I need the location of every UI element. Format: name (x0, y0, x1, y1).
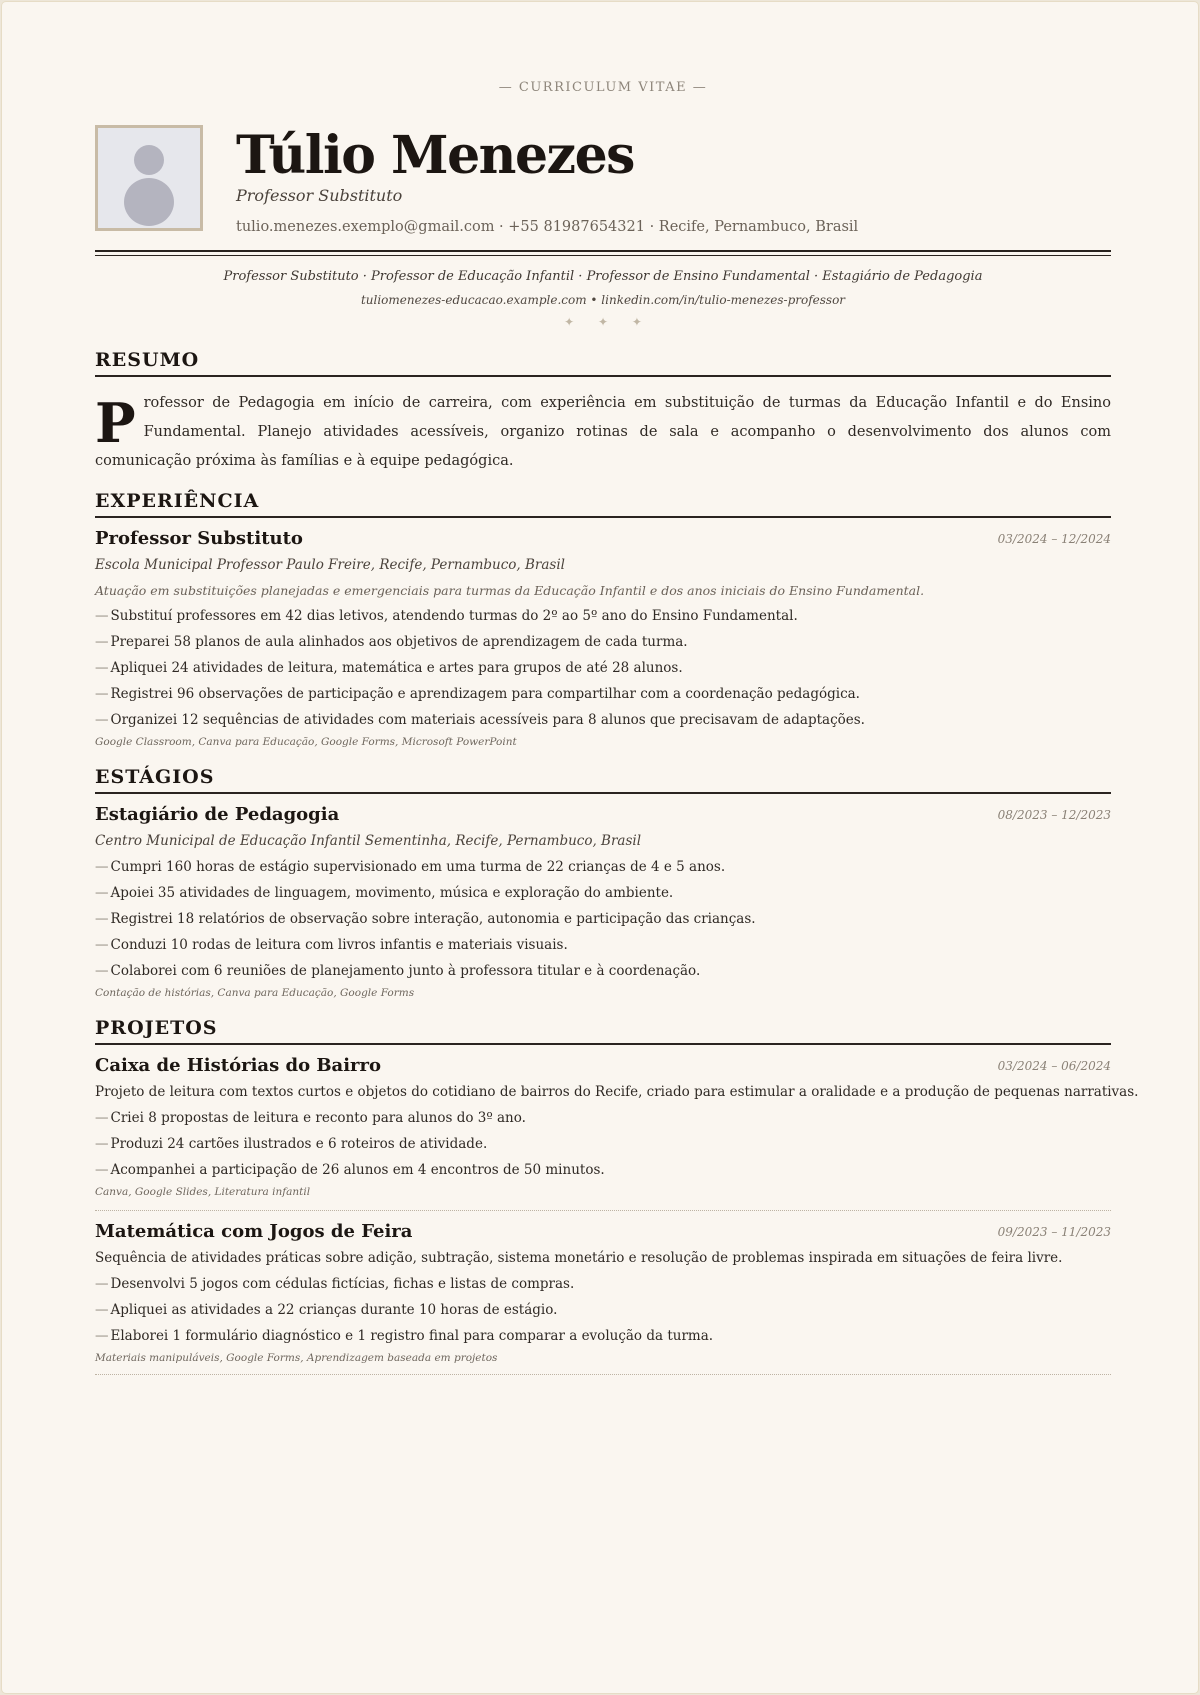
links-line[interactable]: tuliomenezes-educacao.example.com • linkedin.com/in/tulio-menezes-professor (360, 293, 846, 307)
candidate-name: Túlio Menezes (236, 125, 634, 186)
cv-label: — CURRICULUM VITAE — (498, 80, 708, 95)
list-item: — Substituí professores em 42 dias letivos, atendendo turmas do 2º ao 5º ano do Ensino Fundamental. (95, 603, 1111, 629)
list-item: — Cumpri 160 horas de estágio supervisionado em uma turma de 22 crianças de 4 e 5 anos. (95, 854, 1111, 880)
list-item: — Acompanhei a participação de 26 alunos em 4 encontros de 50 minutos. (95, 1157, 1111, 1183)
project-description: Projeto de leitura com textos curtos e objetos do cotidiano de bairros do Recife, criado para estimular a oralidade e a produção de pequenas narrativas. (95, 1084, 1139, 1100)
internship-entry (95, 804, 1111, 999)
avatar (95, 125, 203, 231)
entry-tags: Contação de histórias, Canva para Educação, Google Forms (95, 987, 415, 999)
experience-section (95, 490, 1111, 748)
header-divider (95, 250, 1111, 256)
list-item: — Registrei 18 relatórios de observação sobre interação, autonomia e participação das crianças. (95, 906, 1111, 932)
section-title-summary: RESUMO (95, 349, 1111, 377)
summary-body: rofessor de Pedagogia em início de carreira, com experiência em substituição de turmas da Educação Infantil e do Ensino Fundamental. Planejo atividades acessíveis, organizo rotinas de sala e acompanho o desenvolvimento dos alunos com comunicação próxima às famílias e à equipe pedagógica. (95, 395, 1111, 469)
list-item: — Produzi 24 cartões ilustrados e 6 roteiros de atividade. (95, 1131, 1111, 1157)
entry-organization: Centro Municipal de Educação Infantil Sementinha, Recife, Pernambuco, Brasil (95, 833, 642, 849)
entry-organization: Escola Municipal Professor Paulo Freire, Recife, Pernambuco, Brasil (95, 557, 565, 573)
entry-header (95, 528, 1111, 552)
entry-header (95, 1055, 1111, 1079)
drop-cap: P (95, 391, 136, 455)
project-entry (95, 1055, 1139, 1211)
entry-header (95, 1221, 1111, 1245)
list-item: — Apoiei 35 atividades de linguagem, movimento, música e exploração do ambiente. (95, 880, 1111, 906)
experience-entry (95, 528, 1111, 748)
roles-line: Professor Substituto · Professor de Educação Infantil · Professor de Ensino Fundamental · Estagiário de Pedagogia (223, 269, 983, 284)
section-title-experience: EXPERIÊNCIA (95, 490, 1111, 518)
entry-bullets (95, 1271, 1111, 1349)
list-item: — Criei 8 propostas de leitura e reconto para alunos do 3º ano. (95, 1105, 1111, 1131)
section-title-projects: PROJETOS (95, 1017, 1111, 1045)
list-item: — Colaborei com 6 reuniões de planejamento junto à professora titular e à coordenação. (95, 958, 1111, 984)
internships-section (95, 766, 1111, 999)
job-title: Professor Substituto (236, 186, 403, 205)
list-item: — Desenvolvi 5 jogos com cédulas fictícias, fichas e listas de compras. (95, 1271, 1111, 1297)
project-description: Sequência de atividades práticas sobre adição, subtração, sistema monetário e resolução de problemas inspirada em situações de feira livre. (95, 1250, 1063, 1266)
list-item: — Apliquei 24 atividades de leitura, matemática e artes para grupos de até 28 alunos. (95, 655, 1111, 681)
entry-tags: Canva, Google Slides, Literatura infantil (95, 1186, 311, 1198)
list-item: — Apliquei as atividades a 22 crianças durante 10 horas de estágio. (95, 1297, 1111, 1323)
entry-date: 03/2024 – 12/2024 (997, 532, 1111, 546)
entry-bullets (95, 854, 1111, 984)
list-item: — Organizei 12 sequências de atividades com materiais acessíveis para 8 alunos que precisavam de adaptações. (95, 707, 1111, 733)
entry-date: 08/2023 – 12/2023 (997, 808, 1111, 822)
entry-date: 09/2023 – 11/2023 (997, 1225, 1111, 1239)
resume-page (2, 2, 1198, 1693)
entry-bullets (95, 603, 1111, 733)
summary-text (95, 389, 1111, 476)
projects-section (95, 1017, 1139, 1375)
project-name: Matemática com Jogos de Feira (95, 1221, 413, 1242)
list-item: — Conduzi 10 rodas de leitura com livros infantis e materiais visuais. (95, 932, 1111, 958)
entry-date: 03/2024 – 06/2024 (997, 1059, 1111, 1073)
contact-line: tulio.menezes.exemplo@gmail.com · +55 81987654321 · Recife, Pernambuco, Brasil (236, 219, 859, 235)
project-entry (95, 1221, 1111, 1375)
resume-content (95, 80, 1139, 1375)
entry-description: Atuação em substituições planejadas e emergenciais para turmas da Educação Infantil e dos anos iniciais do Ensino Fundamental. (95, 583, 925, 598)
entry-header (95, 804, 1111, 828)
ornament-divider: ✦ ✦ ✦ (564, 315, 652, 329)
summary-section (95, 349, 1111, 476)
entry-tags: Materiais manipuláveis, Google Forms, Aprendizagem baseada em projetos (95, 1352, 498, 1364)
entry-bullets (95, 1105, 1111, 1183)
list-item: — Elaborei 1 formulário diagnóstico e 1 registro final para comparar a evolução da turma. (95, 1323, 1111, 1349)
list-item: — Registrei 96 observações de participação e aprendizagem para compartilhar com a coordenação pedagógica. (95, 681, 1111, 707)
entry-role: Estagiário de Pedagogia (95, 804, 340, 825)
section-title-internships: ESTÁGIOS (95, 766, 1111, 794)
project-name: Caixa de Histórias do Bairro (95, 1055, 382, 1076)
entry-tags: Google Classroom, Canva para Educação, Google Forms, Microsoft PowerPoint (95, 736, 517, 748)
header (95, 98, 1111, 240)
person-placeholder-icon (98, 128, 200, 228)
list-item: — Preparei 58 planos de aula alinhados aos objetivos de aprendizagem de cada turma. (95, 629, 1111, 655)
entry-role: Professor Substituto (95, 528, 303, 549)
